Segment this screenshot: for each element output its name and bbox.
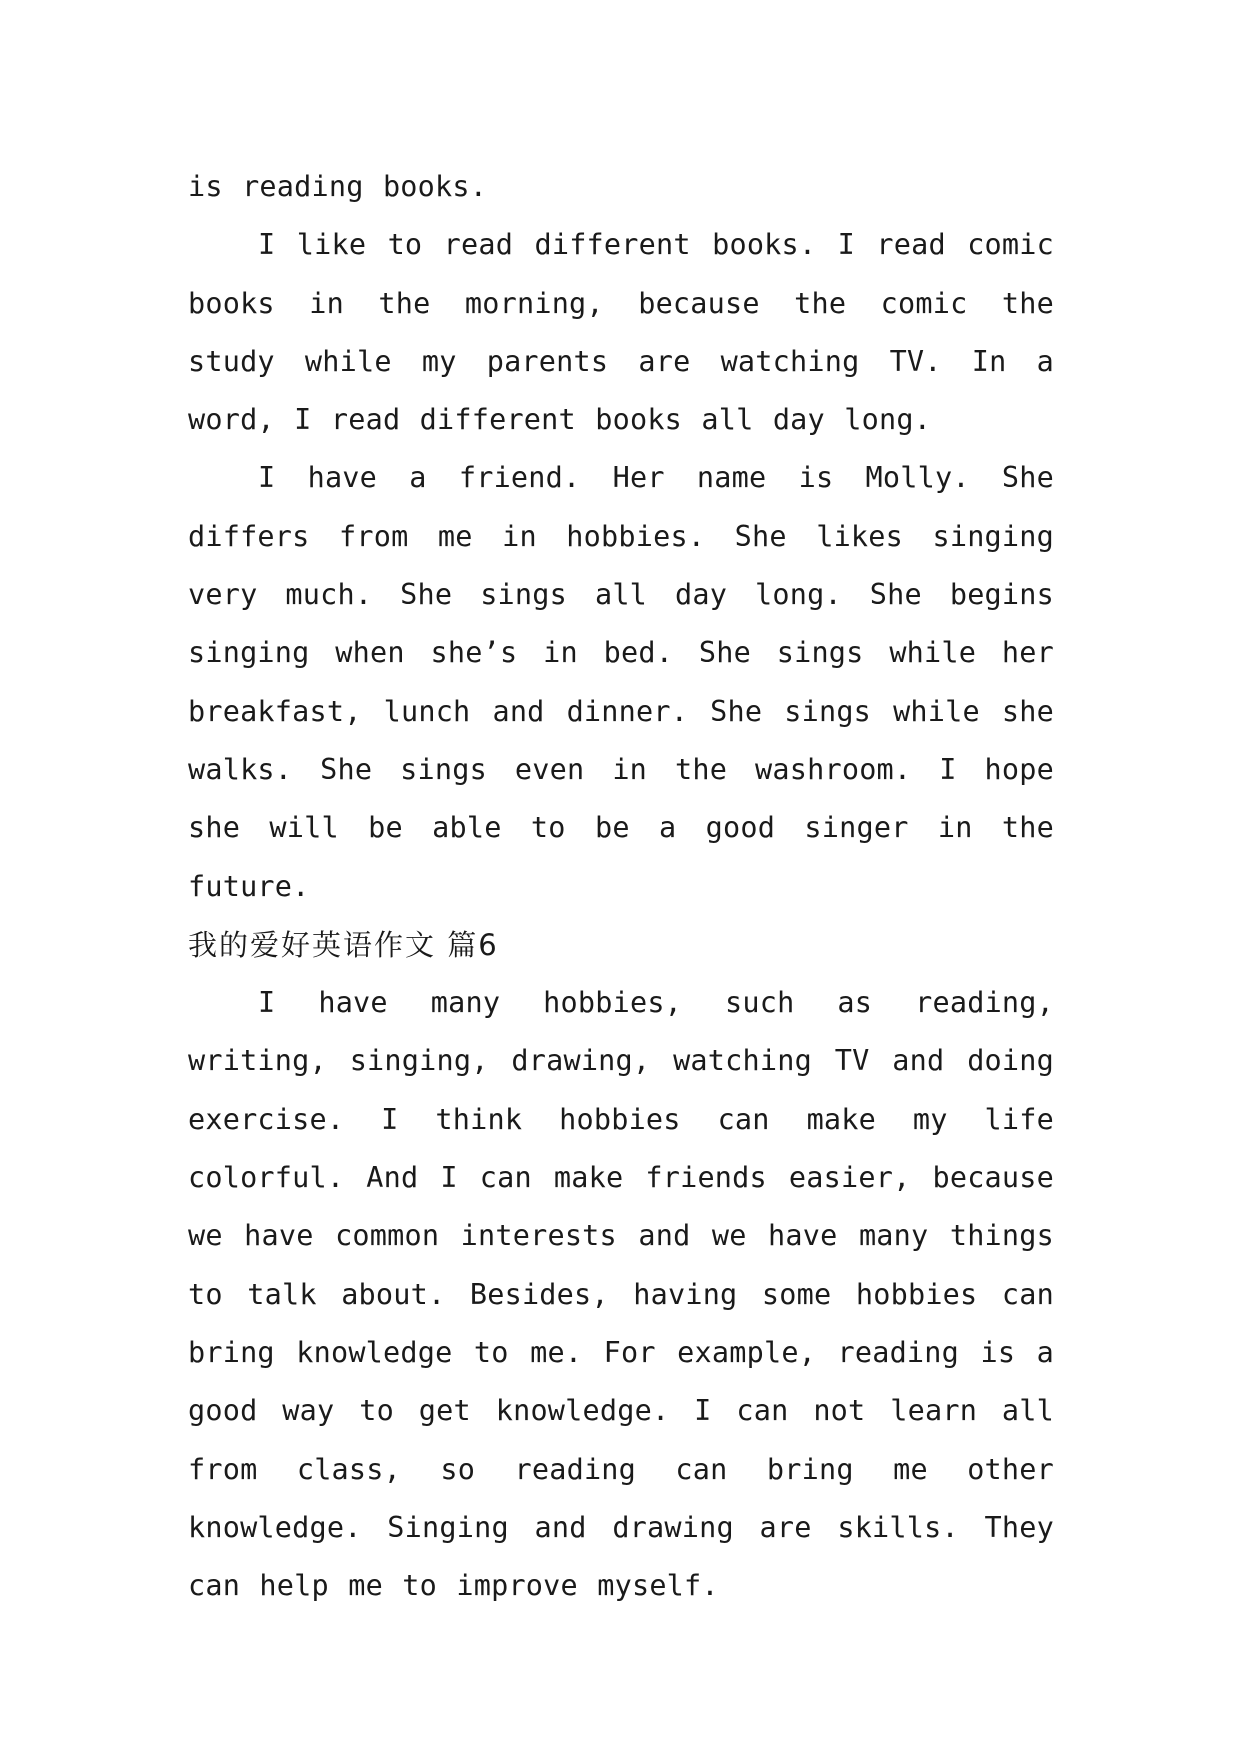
document-body	[188, 158, 1054, 1615]
paragraph-reading-books: I like to read different books. I read comic books in the morning, because the comic the study while my parents are watching TV. In a word, I read different books all day long.	[188, 228, 1054, 437]
section-heading: 我的爱好英语作文 篇6	[188, 927, 499, 962]
paragraph-many-hobbies: I have many hobbies, such as reading, writing, singing, drawing, watching TV and doing exercise. I think hobbies can make my life colorful. And I can make friends easier, because we have common interests and we have many things to talk about. Besides, having some hobbies can bring knowledge to me. For example, reading is a good way to get knowledge. I can not learn all from class, so reading can bring me other knowledge. Singing and drawing are skills. They can help me to improve myself.	[188, 986, 1054, 1603]
paragraph-friend-molly: I have a friend. Her name is Molly. She differs from me in hobbies. She likes singing very much. She sings all day long. She begins singing when she’s in bed. She sings while her breakfast, lunch and dinner. She sings while she walks. She sings even in the washroom. I hope she will be able to be a good singer in the future.	[188, 461, 1054, 903]
paragraph-continuation: is reading books.	[188, 170, 488, 203]
